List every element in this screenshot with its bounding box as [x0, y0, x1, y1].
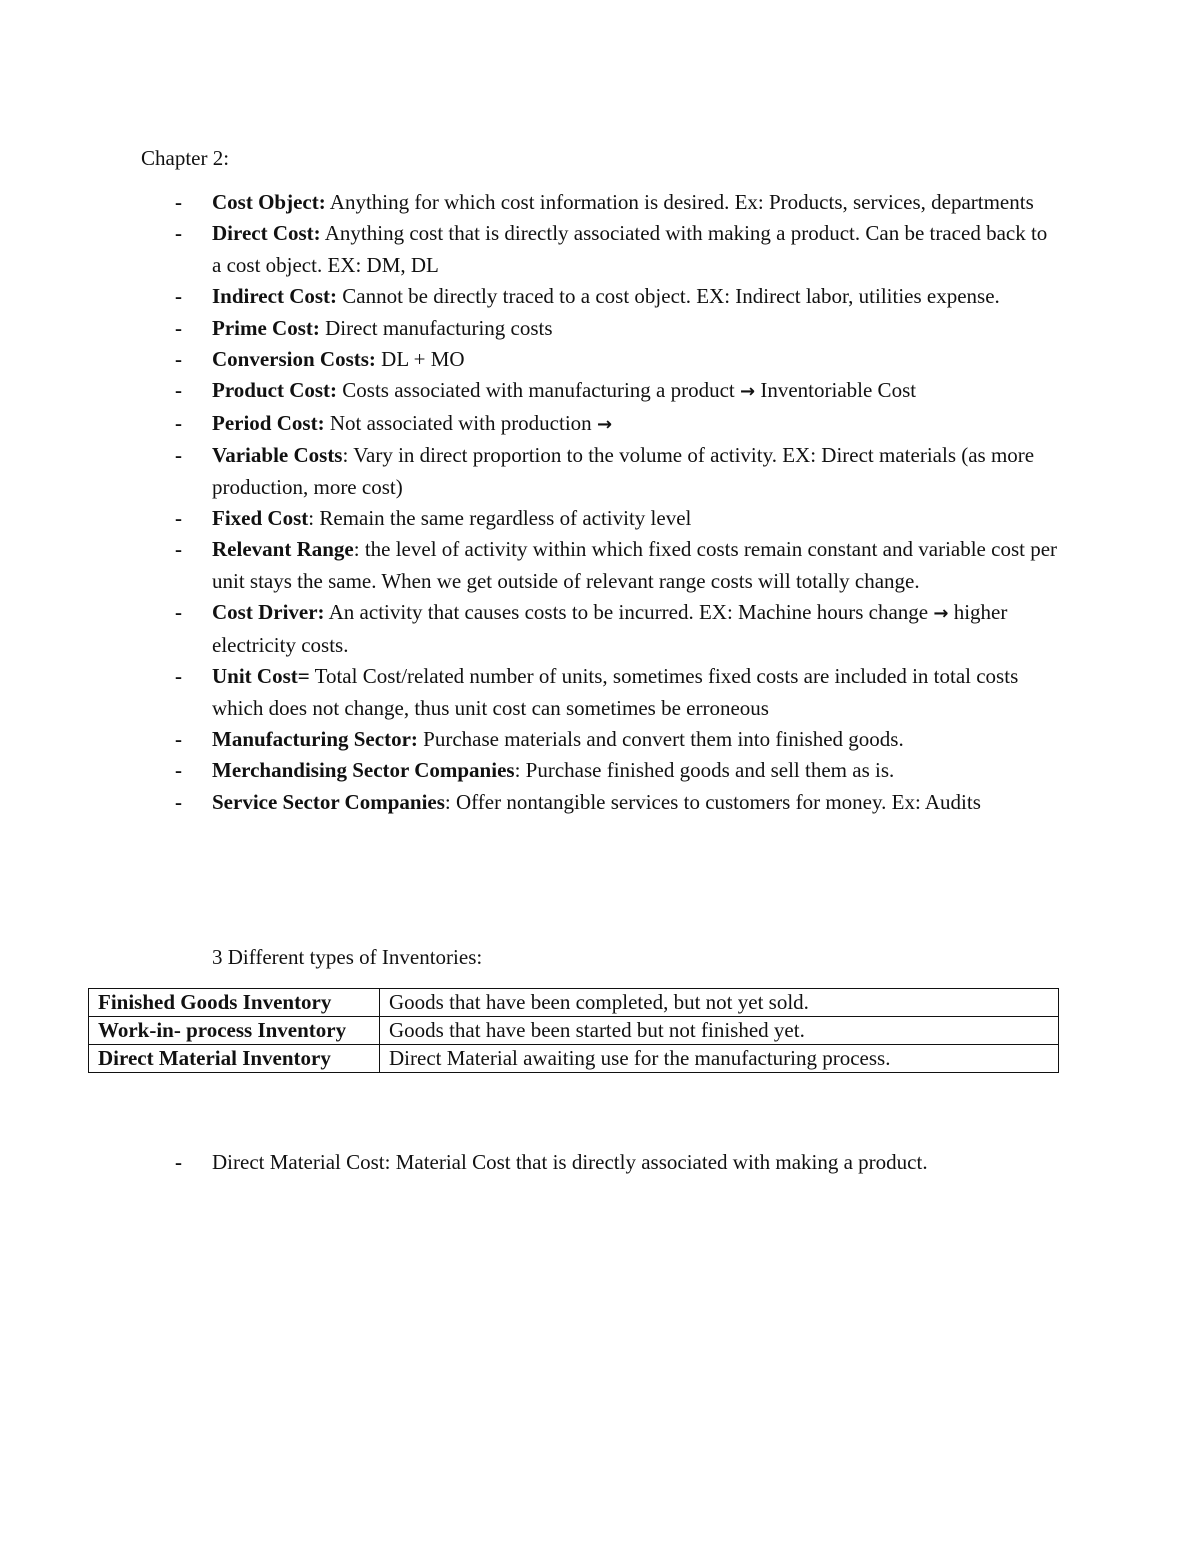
bullet-dash: - — [175, 664, 182, 689]
term-definition: Purchase materials and convert them into finished goods. — [417, 726, 904, 751]
bullet-dash: - — [175, 600, 182, 625]
bullet-dash: - — [175, 315, 182, 340]
term-definition: Anything cost that is directly associated with making a product. Can be traced back to a cost object. EX: DM, DL — [212, 221, 1048, 277]
bullet-dash: - — [175, 347, 182, 372]
term-definition: Costs associated with manufacturing a product — [337, 378, 741, 403]
term-definition: An activity that causes costs to be incurred. EX: Machine hours change — [324, 600, 934, 625]
term-definition: Direct manufacturing costs — [319, 315, 553, 340]
term-definition: : Offer nontangible services to customers for money. Ex: Audits — [444, 789, 981, 814]
list-item-indirect-cost — [0, 281, 1200, 312]
inventory-type-cell: Direct Material Inventory — [89, 1045, 380, 1073]
inventory-caption: 3 Different types of Inventories: — [212, 945, 483, 969]
bullet-dash: - — [175, 1150, 182, 1174]
list-item-unit-cost — [0, 661, 1200, 724]
bullet-dash: - — [175, 284, 182, 309]
bullet-dash: - — [175, 758, 182, 783]
final-list — [0, 1147, 1200, 1178]
term-definition: Cannot be directly traced to a cost object. EX: Indirect labor, utilities expense. — [337, 284, 1000, 309]
bullet-dash: - — [175, 443, 182, 468]
term-label: Variable Costs — [212, 443, 343, 468]
list-item-merchandising-sector — [0, 755, 1200, 786]
term-label: Merchandising Sector Companies — [212, 758, 515, 783]
term-definition: Total Cost/related number of units, sometimes fixed costs are included in total costs which does not change, thus unit cost can sometimes be erroneous — [212, 664, 1019, 720]
term-label: Fixed Cost — [212, 506, 309, 531]
bullet-dash: - — [175, 506, 182, 531]
right-arrow-icon: → — [596, 413, 613, 435]
term-definition: Not associated with production — [324, 410, 597, 435]
term-definition: : Purchase finished goods and sell them as is. — [514, 758, 895, 783]
term-definition: DL + MO — [375, 347, 465, 372]
chapter-title: Chapter 2: — [141, 146, 230, 170]
inventory-description-cell: Goods that have been started but not finished yet. — [380, 1017, 1059, 1045]
bullet-dash: - — [175, 726, 182, 751]
list-item-service-sector — [0, 787, 1200, 818]
term-label: Conversion Costs: — [212, 347, 376, 372]
list-item-variable-costs — [0, 440, 1200, 503]
table-row — [89, 1045, 1059, 1073]
bullet-dash: - — [175, 221, 182, 246]
list-item-direct-material-cost — [0, 1147, 1200, 1178]
list-item-manufacturing-sector — [0, 724, 1200, 755]
inventory-type-cell: Work-in- process Inventory — [89, 1017, 380, 1045]
inventory-type-cell: Finished Goods Inventory — [89, 989, 380, 1017]
term-label: Relevant Range — [212, 537, 354, 562]
term-label: Cost Object: — [212, 190, 326, 214]
term-label: Unit Cost= — [212, 664, 310, 689]
term-label: Prime Cost: — [212, 315, 320, 340]
term-label: Product Cost: — [212, 378, 338, 403]
right-arrow-icon: → — [933, 603, 949, 625]
list-item-cost-driver — [0, 597, 1200, 661]
list-item-cost-object — [0, 187, 1200, 218]
bullet-dash: - — [175, 378, 182, 403]
list-item-prime-cost — [0, 313, 1200, 344]
table-row — [89, 989, 1059, 1017]
bullet-dash: - — [175, 410, 182, 435]
list-item-relevant-range — [0, 534, 1200, 597]
term-label: Indirect Cost: — [212, 284, 338, 309]
term-definition: Anything for which cost information is desired. Ex: Products, services, departments — [325, 190, 1034, 214]
bullet-dash: - — [175, 537, 182, 562]
list-item-fixed-cost — [0, 503, 1200, 534]
term-label: Period Cost: — [212, 410, 325, 435]
term-definition: Direct Material Cost: Material Cost that is directly associated with making a product. — [212, 1150, 928, 1174]
term-label: Cost Driver: — [212, 600, 325, 625]
term-definition: : the level of activity within which fixed costs remain constant and variable cost per unit stays the same. When we get outside of relevant range costs will totally change. — [212, 537, 1058, 593]
bullet-dash: - — [175, 190, 182, 214]
inventory-description-cell: Direct Material awaiting use for the manufacturing process. — [380, 1045, 1059, 1073]
table-row — [89, 1017, 1059, 1045]
inventory-table — [88, 988, 1059, 1073]
list-item-conversion-costs — [0, 344, 1200, 375]
term-label: Direct Cost: — [212, 221, 321, 246]
list-item-product-cost — [0, 375, 1200, 407]
term-label: Manufacturing Sector: — [212, 726, 418, 751]
list-item-period-cost — [0, 408, 1200, 440]
inventory-description-cell: Goods that have been completed, but not yet sold. — [380, 989, 1059, 1017]
term-definition-continued: higher electricity costs. — [212, 600, 1008, 657]
term-definition: : Vary in direct proportion to the volume of activity. EX: Direct materials (as more production, more cost) — [212, 443, 1035, 499]
term-definition-continued: Inventoriable Cost — [755, 378, 917, 403]
right-arrow-icon: → — [740, 381, 756, 403]
term-label: Service Sector Companies — [212, 789, 445, 814]
term-list — [0, 187, 1200, 818]
term-definition: : Remain the same regardless of activity level — [308, 506, 692, 531]
bullet-dash: - — [175, 789, 182, 814]
list-item-direct-cost — [0, 218, 1200, 281]
